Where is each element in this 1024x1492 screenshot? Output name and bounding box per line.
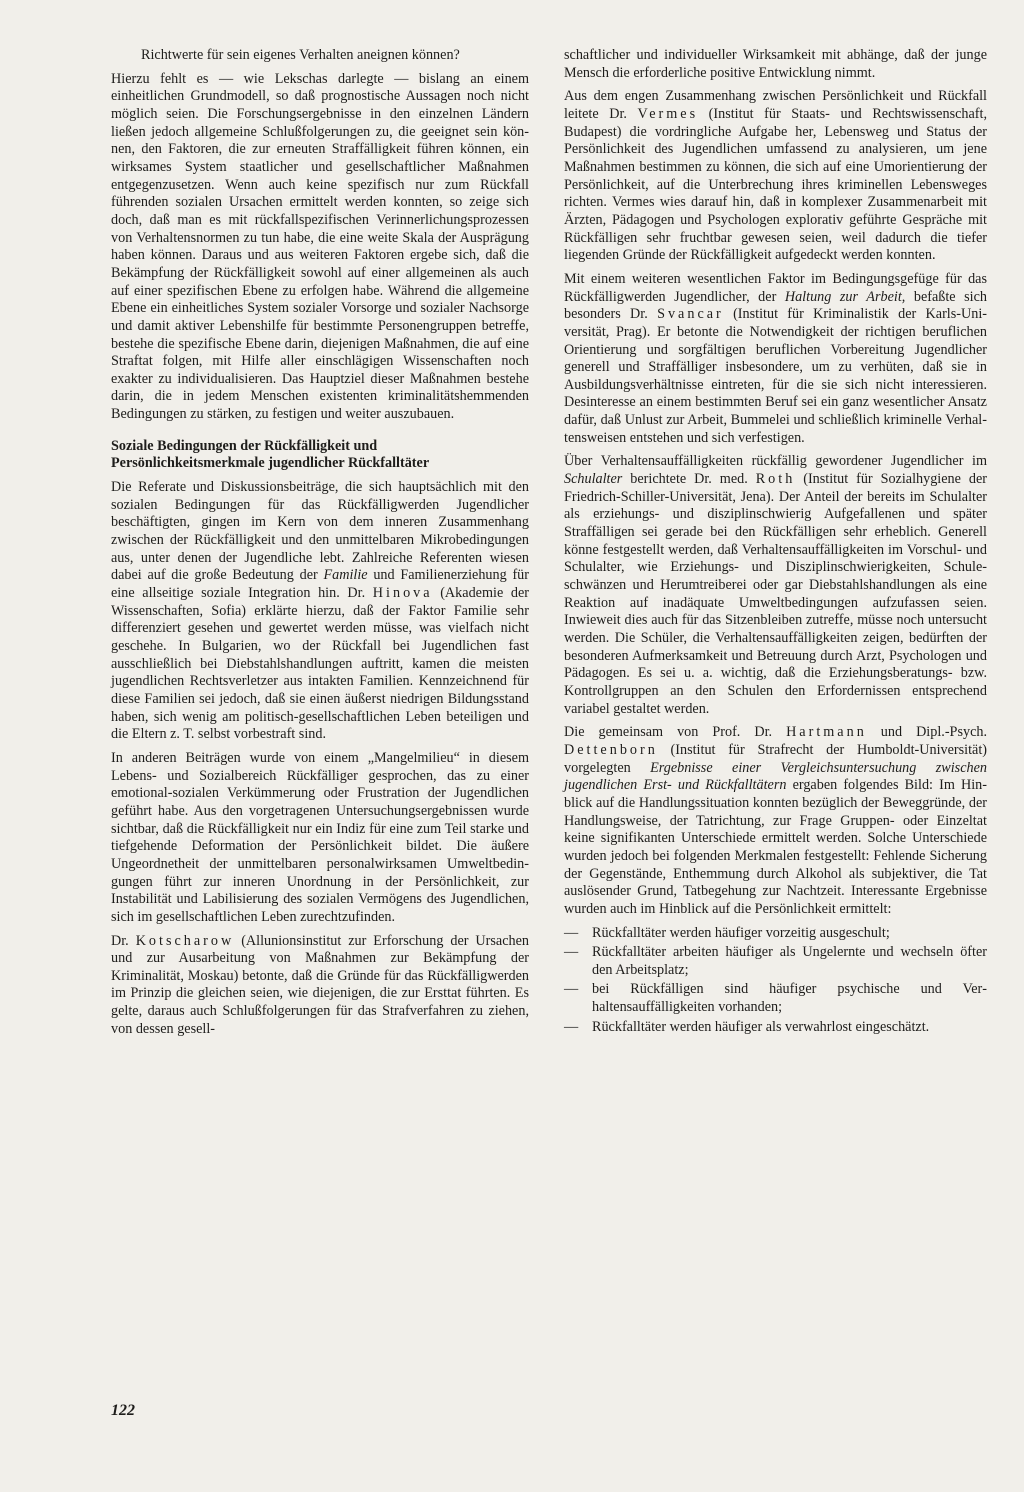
text-run: Aus dem engen Zusammenhang zwischen Persönlichkeit und Rückfall leitete Dr. xyxy=(564,88,987,122)
text-run: befaßte sich besonders Dr. xyxy=(564,288,987,323)
emphasis-haltung: Haltung zur Arbeit, xyxy=(784,288,906,305)
text-run: berichtete Dr. med. xyxy=(622,471,756,488)
name-hartmann: Hartmann xyxy=(786,724,867,741)
list-item xyxy=(564,981,987,1016)
left-column xyxy=(111,47,529,1044)
list-item-text: Rückfalltäter werden häufiger vorzeitig ausgeschult; xyxy=(592,924,890,941)
text-run: (Institut für Sozialhygiene der Friedrich-Schiller-Universität, Jena). Der Anteil der bereits im Schulalter als erziehungs- und disziplinschwierig Aufgefallenen und später Straffälligen sei gerade bei den Rückfälligen sehr erheblich. Generell könne festgestellt werden, daß Verhaltensauffälligkeiten im Vorschul- und Schulalter, wie Erziehungs- und Disziplinschwierigkeiten, Schuleschwänzen und Herumtreiberei oder gar Diebstahlshandlungen als eine Reaktion auf inadäquate Umweltbedingungen aufzufassen seien. Inwieweit dies auch für das Sitzenbleiben zutreffe, müsse noch untersucht werden. Die Schüler, die Verhaltensauffälligkeiten zeigen, bedürften der besonderen Aufmerksamkeit und Betreuung durch Arzt, Psychologen und Pädagogen. Es sei u. a. wichtig, daß die Erziehungsberatungs- bzw. Kontrollgruppen an den Schulen den Erfordernissen entsprechend variabel gestaltet werden. xyxy=(564,471,987,717)
name-vermes: Vermes xyxy=(637,105,699,122)
name-roth: Roth xyxy=(755,471,796,488)
dash-marker: — xyxy=(564,1018,579,1035)
paragraph-lekschas: Hierzu fehlt es — wie Lekschas darlegte — bislang an einem einheitlichen Grundmodell, so daß prognostische Aussagen noch nicht möglich seien. Die Forschungsergebnisse in den einzelnen Ländern ließen jedoch allgemeine Schlußfolgerungen zu, die geeignet sein können, den Faktoren, die zur erneuten Straffälligkeit führen können, ein wirksames System staatlicher und gesellschaftlicher Maßnahmen entgegenzusetzen. Wenn auch keine spezifisch nur zum Rückfall führenden sozialen Ursachen ermittelt werden konnten, so zeige sich doch, daß man es mit rückfallspezifischen Verinnerlichungsprozessen von Verhaltensnormen zu tun habe, die eine weite Skala der Ausprägung haben können. Daraus und aus weiteren Faktoren ergebe sich, daß die Bekämpfung der Rückfälligkeit sowohl auf einer allgemeinen als auch auf einer spezifischen Ebene zu erfolgen habe. Während die allgemeine Ebene ein einheitliches System sozialer Vorsorge und sozialer Nachsorge und damit aktiver Lebenshilfe für bestimmte Personengruppen betreffe, bestehe die spezifische Ebene darin, diejenigen Maßnahmen, die auf eine Straftat folgen, mit Hilfe aller einschlägigen Wissenschaften noch exakter zu individualisieren. Das Hauptziel dieser Maßnahmen bestehe darin, die in jedem Menschen existenten kriminalitätshemmenden Bedingungen zu stärken, zu festigen und weiter auszubauen. xyxy=(111,70,529,423)
text-run: und Dipl.-Psych. xyxy=(866,724,988,741)
list-item xyxy=(564,925,987,943)
dash-marker: — xyxy=(564,924,579,941)
text-run: (Institut für Kriminalistik der Karls-Universität, Prag). Er betonte die Notwendigkeit der richtigen beruflichen Orientierung und sorgfältigen beruflichen Vorbereitung Jugendlicher generell und Straffälliger insbesondere, um zu verhüten, daß sie in Ausbildungsverhältnisse eintreten, für die sie sich nicht interessieren. Desinteresse an einem bestimmten Beruf sei ein ganz wesentlicher Ansatz dafür, daß Unlust zur Arbeit, Bummelei und schließlich kriminelle Verhaltensweisen entstehen und sich verfestigen. xyxy=(564,306,987,446)
paragraph-vermes xyxy=(564,88,987,265)
emphasis-ergebnisse: Ergebnisse einer Vergleichsuntersuchung zwischen jugendlichen Erst- und Rückfalltätern xyxy=(564,759,987,794)
findings-list xyxy=(564,925,987,1037)
name-hinova: Hinova xyxy=(372,585,433,602)
text-run: Die gemeinsam von Prof. Dr. xyxy=(564,724,787,741)
list-item-text: Rückfalltäter arbeiten häufiger als Ungelernte und wechseln öfter den Arbeitsplatz; xyxy=(592,944,987,978)
dash-marker: — xyxy=(564,981,579,998)
text-run: Mit einem weiteren wesentlichen Faktor im Bedingungsgefüge für das Rückfälligwerden Jugendlicher, der xyxy=(564,270,987,305)
text-run: (Allunionsinstitut zur Erforschung der Ursachen und zur Ausarbeitung von Maßnahmen zur Bekämpfung der Kriminalität, Moskau) betonte, daß die Gründe für das Rückfälligwerden im Prinzip die gleichen seien, wie diejenigen, die zur Ersttat führten. Es gelte, daraus auch Schlußfolgerungen für das Strafverfahren zu ziehen, von dessen gesell- xyxy=(111,932,530,1037)
name-dettenborn: Dettenborn xyxy=(564,741,658,758)
page-number: 122 xyxy=(111,1402,135,1419)
list-item-text: Rückfalltäter werden häufiger als verwahrlost eingeschätzt. xyxy=(592,1018,930,1035)
paragraph-continued: Richtwerte für sein eigenes Verhalten aneignen können? xyxy=(141,47,460,63)
text-run: (Institut für Staats- und Rechtswissenschaft, Budapest) die vordringliche Aufgabe her, Lebensweg und Status der Persönlichkeit des Jugendlichen umfassend zu analysieren, um jene Maßnahmen bestimmen zu können, die sich auf eine Umorientierung der Persönlichkeit, auf die Unterbrechung ihres kriminellen Lebensweges richten. Vermes wies darauf hin, daß in komplexer Zusammenarbeit mit Ärzten, Pädagogen und Psychologen explorativ geführte Gespräche mit Rückfälligen sehr fruchtbar gewesen seien, weil dadurch die tiefer liegenden Gründe der Rückfälligkeit aufgedeckt werden konnten. xyxy=(564,105,987,264)
paragraph-hinova xyxy=(111,479,529,744)
name-kotscharow: Kotscharow xyxy=(135,932,235,949)
list-item-text: bei Rückfälligen sind häufiger psychische und Verhaltensauffälligkeiten vorhanden; xyxy=(592,981,987,1016)
section-heading: Soziale Bedingungen der Rückfälligkeit und Persönlichkeitsmerkmale jugendlicher Rückfalltäter xyxy=(111,437,430,472)
paragraph-continued: schaftlicher und individueller Wirksamkeit mit abhänge, daß der junge Mensch die erforderliche positive Entwicklung nimmt. xyxy=(564,47,987,81)
text-run: Die Referate und Diskussionsbeiträge, die sich hauptsächlich mit den sozialen Bedingungen für das Rückfälligwerden Jugendlicher beschäftigten, gingen im Kern von dem inneren Zusammenhang zwischen der Rückfälligkeit und den unmittelbaren Mikrobedingungen aus, unter denen der Jugendliche lebt. Zahlreiche Referenten wiesen dabei auf die große Bedeutung der xyxy=(111,479,529,584)
dash-marker: — xyxy=(564,944,579,961)
list-item xyxy=(564,944,987,979)
name-svancar: Svancar xyxy=(657,306,724,323)
text-run: und Familienerziehung für eine allseitige soziale Integration hin. Dr. xyxy=(111,567,529,602)
paragraph-mangelmilieu: In anderen Beiträgen wurde von einem „Mangelmilieu“ in diesem Lebens- und Sozialbereich Rückfälliger gesprochen, das zu einer emotional-sozialen Verkümmerung oder Frustration der Jugendlichen geführt habe. Aus den vorgetragenen Untersuchungsergebnissen wurde sichtbar, daß die Rückfälligkeit nur ein Indiz für eine zum Teil starke und tiefgehende Deformation der Persönlichkeit bildet. Die äußere Ungeordnetheit der unmittelbaren personalwirksamen Umweltbedingungen führt zur inneren Unordnung in der Persönlichkeit, zur Instabilität und Labilisierung des sozialen Vermögens des Jugendlichen, sich im gesellschaftlichen Leben zurechtzufinden. xyxy=(111,749,529,925)
text-run: (Akademie der Wissenschaften, Sofia) erklärte hierzu, daß der Faktor Familie sehr differenziert gesehen und gewertet werden müsse, was vielfach nicht geschehe. In Bulgarien, wo der Rückfall bei Jugendlichen fast ausschließlich bei Diebstahlshandlungen auftritt, kamen die meisten jugendlichen Rechtsverletzer aus intakten Familien. Kennzeichnend für diese Familien sei jedoch, daß sie einen äußerst niedrigen Bildungsstand haben, sich wenig am politisch-gesellschaftlichen Leben beteiligen und die Eltern z. T. selbst vorbestraft sind. xyxy=(111,585,529,743)
paragraph-svancar xyxy=(564,271,987,448)
text-run: Dr. xyxy=(111,932,136,949)
paragraph-roth xyxy=(564,453,987,718)
paragraph-hartmann-dettenborn xyxy=(564,724,987,918)
text-run: ergaben folgendes Bild: Im Hinblick auf die Handlungssituation konnten bezüglich der Beweggründe, der Handlungsweise, der Tatrichtung, zur Frage Gruppen- oder Einzeltat keine signifikanten Unterschiede ermittelt werden. Solche Unterschiede wurden jedoch bei folgenden Merkmalen festgestellt: Fehlende Sicherung der Gegenstände, Enthemmung durch Alkohol als subjektiver, die Tat auslösender Grund, Tatbegehung zur Nachtzeit. Interessante Ergebnisse wurden auch im Hinblick auf die Persönlichkeit ermittelt: xyxy=(564,777,987,917)
right-column xyxy=(564,47,987,1038)
emphasis-schulalter: Schulalter xyxy=(564,471,623,488)
text-run: Über Verhaltensauffälligkeiten rückfällig gewordener Jugendlicher im xyxy=(564,453,987,470)
emphasis-familie: Familie xyxy=(323,567,368,584)
paragraph-kotscharow xyxy=(111,933,529,1039)
text-run: (Institut für Strafrecht der Humboldt-Universität) vorgelegten xyxy=(564,741,987,776)
list-item xyxy=(564,1019,987,1037)
